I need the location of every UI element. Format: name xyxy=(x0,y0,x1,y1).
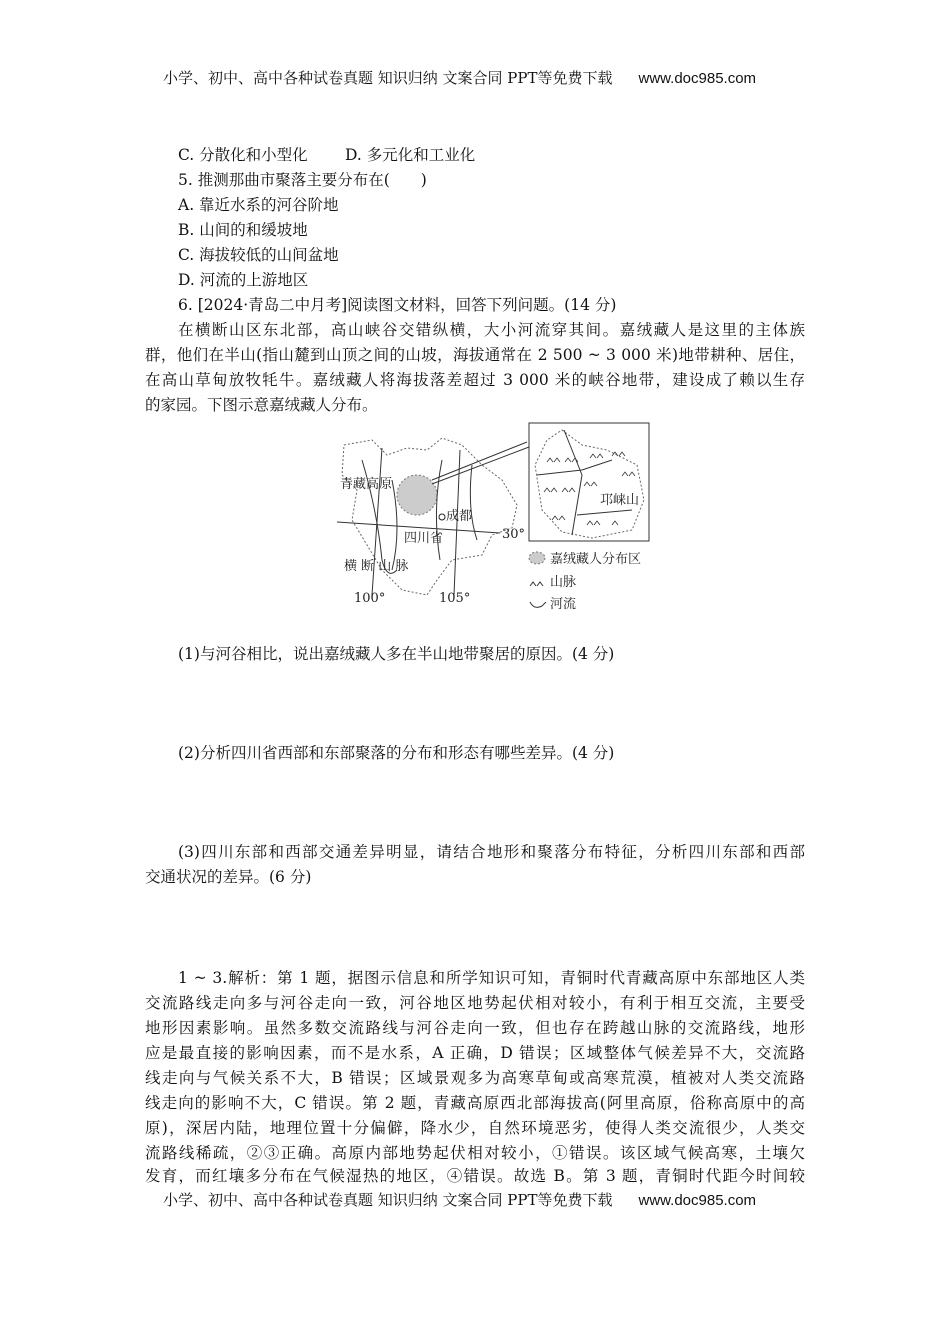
sub-question-2: (2)分析四川省西部和东部聚落的分布和形态有哪些差异。(4 分) xyxy=(178,744,615,762)
material-line: 在横断山区东北部，高山峡谷交错纵横，大小河流穿其间。嘉绒藏人是这里的主体族 xyxy=(178,321,805,339)
analysis-line: 原)，深居内陆，地理位置十分偏僻，降水少，自然环境恶劣，使得人类交流很少，人类交 xyxy=(145,1119,805,1137)
q5-option-d: D. 河流的上游地区 xyxy=(178,271,309,289)
page-header xyxy=(163,68,756,89)
chengdu-marker xyxy=(439,514,445,520)
label-lon100: 100° xyxy=(354,591,386,606)
footer-url[interactable]: www.doc985.com xyxy=(638,1192,757,1209)
header-text: 小学、初中、高中各种试卷真题 知识归纳 文案合同 PPT等免费下载 xyxy=(163,69,613,87)
label-mountains: 横 断 山 脉 xyxy=(344,559,409,574)
analysis-line: 发育，而红壤多分布在气候湿热的地区，④错误。故选 B。第 3 题，青铜时代距今时间较 xyxy=(145,1167,805,1185)
question-6-stem: 6. [2024·青岛二中月考]阅读图文材料，回答下列问题。(14 分) xyxy=(178,296,617,314)
label-lat: 30° xyxy=(502,527,526,542)
sub-question-3: (3)四川东部和西部交通差异明显，请结合地形和聚落分布特征，分析四川东部和西部 xyxy=(178,843,805,861)
analysis-line: 应是最直接的影响因素，而不是水系，A 正确，D 错误；区域整体气候差异不大，交流路 xyxy=(145,1044,805,1062)
q5-option-a: A. 靠近水系的河谷阶地 xyxy=(178,196,339,214)
label-chengdu: 成都 xyxy=(446,509,473,524)
footer-text: 小学、初中、高中各种试卷真题 知识归纳 文案合同 PPT等免费下载 xyxy=(163,1191,613,1209)
analysis-line: 交流路线走向多与河谷走向一致，河谷地区地势起伏相对较小，有利于相互交流，主要受 xyxy=(145,994,805,1012)
distribution-area xyxy=(397,475,437,515)
q5-option-c: C. 海拔较低的山间盆地 xyxy=(178,246,339,264)
sub-question-1: (1)与河谷相比，说出嘉绒藏人多在半山地带聚居的原因。(4 分) xyxy=(178,645,615,663)
option-d: D. 多元化和工业化 xyxy=(345,146,476,164)
analysis-line: 流路线稀疏，②③正确。高原内部地势起伏相对较小，①错误。该区域气候高寒，土壤欠 xyxy=(145,1144,805,1162)
label-qionglai: 邛崃山 xyxy=(600,493,640,508)
jiarong-distribution-map xyxy=(332,420,662,615)
analysis-line: 线走向与气候关系不大，B 错误；区域景观多为高寒草甸或高寒荒漠，植被对人类交流路 xyxy=(145,1069,805,1087)
legend-label: 河流 xyxy=(550,597,577,612)
label-lon105: 105° xyxy=(439,591,471,606)
river-icon xyxy=(530,602,546,607)
page-footer xyxy=(163,1190,756,1211)
map-legend xyxy=(529,551,641,612)
label-province: 四川省 xyxy=(404,531,444,546)
material-line: 的家园。下图示意嘉绒藏人分布。 xyxy=(145,396,378,414)
distribution-area-icon xyxy=(529,552,545,564)
sub-question-3-cont: 交通状况的差异。(6 分) xyxy=(145,868,312,886)
label-plateau: 青藏高原 xyxy=(340,477,393,492)
mountain-icon xyxy=(530,582,543,586)
option-c: C. 分散化和小型化 xyxy=(178,146,308,164)
material-line: 群，他们在半山(指山麓到山顶之间的山坡，海拔通常在 2 500 ~ 3 000 米)地带耕种、居住， xyxy=(145,346,805,364)
q5-option-b: B. 山间的和缓坡地 xyxy=(178,221,308,239)
legend-label: 山脉 xyxy=(550,575,577,590)
analysis-line: 线走向的影响不大，C 错误。第 2 题，青藏高原西北部海拔高(阿里高原，俗称高原中的高 xyxy=(145,1094,805,1112)
material-line: 在高山草甸放牧牦牛。嘉绒藏人将海拔落差超过 3 000 米的峡谷地带，建设成了赖以生存 xyxy=(145,371,805,389)
question-5-stem: 5. 推测那曲市聚落主要分布在( ) xyxy=(178,171,427,189)
analysis-line: 地形因素影响。虽然多数交流路线与河谷走向一致，但也存在跨越山脉的交流路线，地形 xyxy=(145,1019,805,1037)
legend-label: 嘉绒藏人分布区 xyxy=(550,552,642,567)
analysis-line: 1 ~ 3.解析：第 1 题，据图示信息和所学知识可知，青铜时代青藏高原中东部地区人类 xyxy=(178,969,805,987)
header-url[interactable]: www.doc985.com xyxy=(638,70,757,87)
